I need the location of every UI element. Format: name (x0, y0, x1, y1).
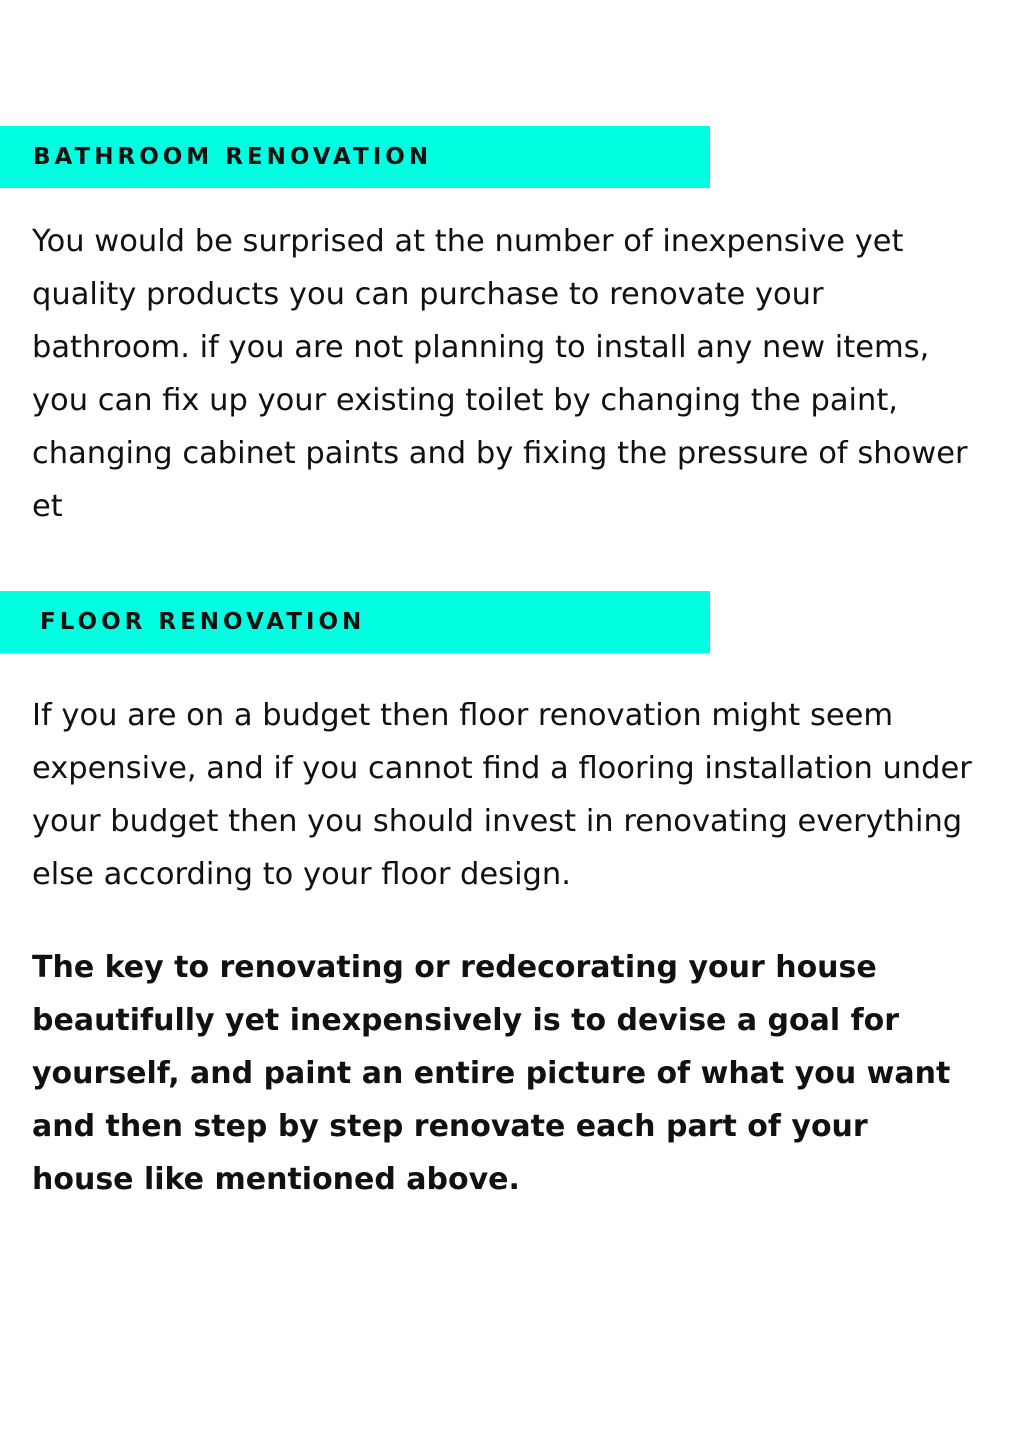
section-heading-banner (0, 126, 710, 188)
closing-statement: The key to renovating or redecorating your house beautifully yet inexpensively is to devise a goal for yourself, and paint an entire picture of what you want and then step by step renovate each part of your house like mentioned above. (32, 950, 951, 1197)
section-heading: BATHROOM RENOVATION (33, 144, 433, 170)
section-body: You would be surprised at the number of inexpensive yet quality products you can purchase to renovate your bathroom. if you are not planning to install any new items, you can fix up your existing toilet by changing the paint, changing cabinet paints and by fixing the pressure of shower et (32, 224, 968, 524)
section-heading-banner (0, 591, 710, 653)
section-body: If you are on a budget then floor renovation might seem expensive, and if you cannot find a flooring installation under your budget then you should invest in renovating everything else according to your floor design. (32, 698, 972, 892)
section-heading: FLOOR RENOVATION (40, 609, 366, 635)
